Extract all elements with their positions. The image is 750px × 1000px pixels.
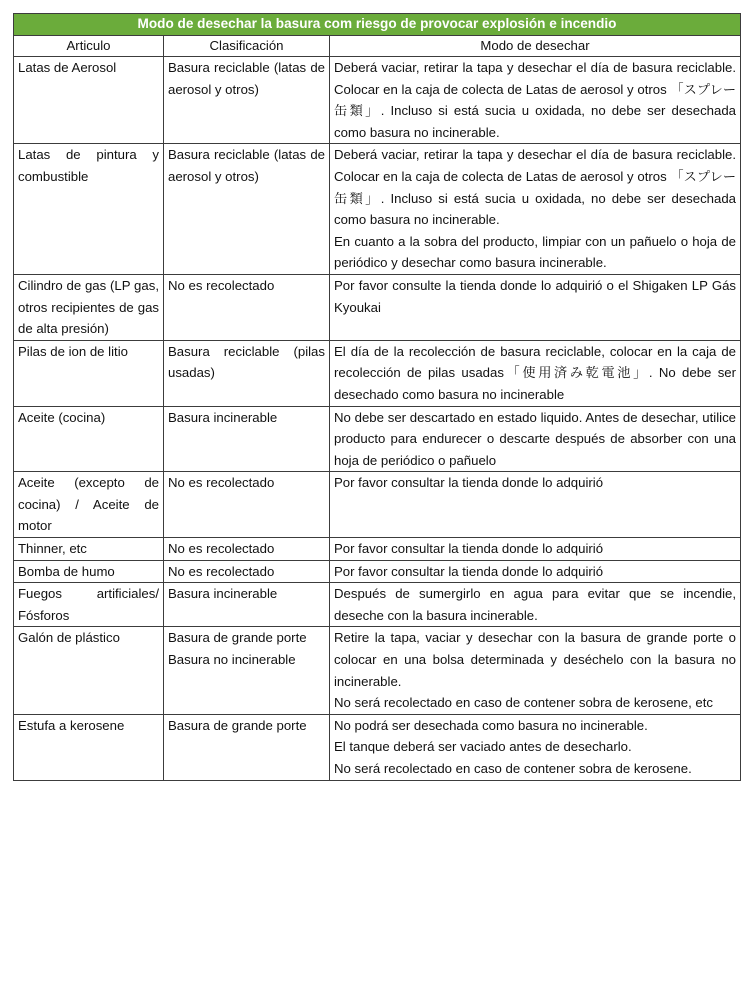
cell-article-text: Estufa a kerosene [18, 717, 125, 733]
cell-classification [164, 472, 330, 538]
table-title: Modo de desechar la basura com riesgo de provocar explosión e incendio [14, 14, 741, 36]
cell-method [330, 57, 741, 144]
cell-article-text: Latas de pintura y combustible [18, 147, 159, 184]
cell-article [14, 472, 164, 538]
cell-classification-text: No es recolectado [168, 277, 275, 293]
title-row [14, 14, 741, 36]
header-article: Articulo [14, 36, 164, 57]
cell-article-text: Aceite (cocina) [18, 409, 106, 425]
cell-classification [164, 406, 330, 472]
table-body [14, 57, 741, 781]
cell-classification-text: Basura incinerable [168, 586, 278, 602]
cell-classification-text: No es recolectado [168, 541, 275, 557]
table-row [14, 406, 741, 472]
cell-article-text: Fuegos artificiales/ Fósforos [18, 586, 159, 623]
cell-article [14, 560, 164, 583]
cell-article-text: Bomba de humo [18, 563, 115, 579]
cell-classification [164, 627, 330, 714]
cell-classification-text: No es recolectado [168, 563, 275, 579]
cell-classification [164, 560, 330, 583]
cell-method [330, 340, 741, 406]
waste-disposal-table [13, 13, 741, 781]
header-row [14, 36, 741, 57]
cell-method-text: Por favor consultar la tienda donde lo adquirió [334, 541, 604, 557]
cell-article-text: Thinner, etc [18, 541, 87, 557]
cell-method-text: No podrá ser desechada como basura no incinerable. [334, 717, 648, 733]
cell-classification [164, 583, 330, 627]
cell-classification [164, 274, 330, 340]
cell-method-text: No debe ser descartado en estado liquido. Antes de desechar, utilice producto para endurecer o descarte después de absorber con una hoja de periódico o pañuelo [334, 409, 737, 468]
cell-article [14, 627, 164, 714]
cell-article-text: Galón de plástico [18, 630, 120, 646]
cell-method-text: El día de la recolección de basura reciclable, colocar en la caja de recolección de pilas usadas「使用済み乾電池」. No debe ser desechado como basura no incinerable [334, 343, 737, 402]
cell-classification-text: Basura de grande porte [168, 630, 307, 646]
table-row [14, 538, 741, 561]
cell-method [330, 472, 741, 538]
cell-classification [164, 714, 330, 780]
cell-classification-text: Basura reciclable (latas de aerosol y otros) [168, 147, 325, 184]
cell-method [330, 560, 741, 583]
cell-method-text: Por favor consultar la tienda donde lo adquirió [334, 475, 604, 491]
cell-article-text: Aceite (excepto de cocina) / Aceite de motor [18, 475, 159, 534]
cell-classification-text: Basura reciclable (pilas usadas) [168, 343, 325, 381]
cell-article [14, 340, 164, 406]
header-classification: Clasificación [164, 36, 330, 57]
table-row [14, 583, 741, 627]
cell-classification-text: Basura de grande porte [168, 717, 307, 733]
cell-article [14, 714, 164, 780]
cell-article [14, 538, 164, 561]
cell-classification-text: Basura reciclable (latas de aerosol y otros) [168, 60, 325, 97]
cell-method [330, 583, 741, 627]
cell-method-text: Deberá vaciar, retirar la tapa y desechar el día de basura reciclable. Colocar en la caja de colecta de Latas de aerosol y otros 「スプレー缶類」. Incluso si está sucia u oxidada, no debe ser desechada como basura no incinerable. [334, 60, 737, 140]
cell-method-text: No será recolectado en caso de contener sobra de kerosene, etc [334, 695, 714, 711]
cell-article [14, 583, 164, 627]
cell-method [330, 627, 741, 714]
table-row [14, 714, 741, 780]
cell-article [14, 274, 164, 340]
cell-classification-text: Basura no incinerable [168, 652, 296, 668]
cell-article-text: Latas de Aerosol [18, 60, 117, 75]
cell-article-text: Pilas de ion de litio [18, 343, 128, 359]
cell-method-text: No será recolectado en caso de contener sobra de kerosene. [334, 761, 692, 776]
table-row [14, 560, 741, 583]
table-row [14, 57, 741, 144]
cell-article-text: Cilindro de gas (LP gas, otros recipientes de gas de alta presión) [18, 277, 159, 337]
table-row [14, 274, 741, 340]
cell-method-text: Por favor consultar la tienda donde lo adquirió [334, 563, 604, 579]
cell-classification [164, 57, 330, 144]
table-row [14, 144, 741, 275]
cell-method-text: Por favor consulte la tienda donde lo adquirió o el Shigaken LP Gás Kyoukai [334, 277, 737, 315]
cell-method-text: Después de sumergirlo en agua para evitar que se incendie, deseche con la basura incinerable. [334, 586, 737, 623]
cell-method-text: Retire la tapa, vaciar y desechar con la basura de grande porte o colocar en una bolsa determinada y deséchelo con la basura no incinerable. [334, 630, 737, 689]
cell-method [330, 274, 741, 340]
cell-article [14, 144, 164, 275]
cell-method-text: En cuanto a la sobra del producto, limpiar con un pañuelo o hoja de periódico y desechar como basura incinerable. [334, 233, 737, 271]
cell-method [330, 406, 741, 472]
cell-classification [164, 144, 330, 275]
table-row [14, 472, 741, 538]
cell-classification-text: No es recolectado [168, 475, 275, 491]
cell-method-text: El tanque deberá ser vaciado antes de desecharlo. [334, 739, 632, 755]
cell-method [330, 144, 741, 275]
cell-classification [164, 538, 330, 561]
table-row [14, 340, 741, 406]
header-method: Modo de desechar [330, 36, 741, 57]
cell-article [14, 57, 164, 144]
cell-method-text: Deberá vaciar, retirar la tapa y desechar el día de basura reciclable. Colocar en la caja de colecta de Latas de aerosol y otros 「スプレー缶類」. Incluso si está sucia u oxidada, no debe ser desechada como basura no incinerable. [334, 147, 737, 228]
cell-method [330, 538, 741, 561]
cell-classification [164, 340, 330, 406]
cell-classification-text: Basura incinerable [168, 409, 278, 425]
cell-method [330, 714, 741, 780]
cell-article [14, 406, 164, 472]
table-row [14, 627, 741, 714]
